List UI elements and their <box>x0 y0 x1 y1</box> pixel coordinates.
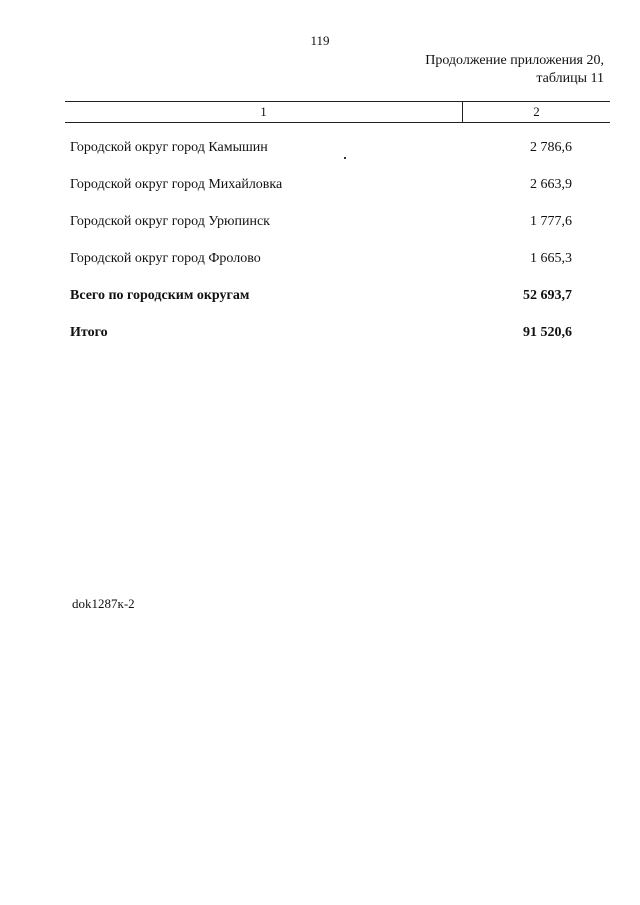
continuation-note <box>425 52 604 88</box>
row-name: Городской округ город Камышин <box>70 140 268 155</box>
table-row <box>65 248 610 285</box>
continuation-line-1: Продолжение приложения 20, <box>425 53 604 68</box>
total-row <box>65 322 610 359</box>
row-value: 1 777,6 <box>530 214 572 229</box>
table-body <box>65 137 610 359</box>
continuation-line-2: таблицы 11 <box>536 71 604 86</box>
row-name: Городской округ город Урюпинск <box>70 214 270 229</box>
total-label: Итого <box>70 325 108 340</box>
column-header-2: 2 <box>533 104 540 119</box>
table-row <box>65 174 610 211</box>
row-name: Городской округ город Михайловка <box>70 177 283 192</box>
row-name: Городской округ город Фролово <box>70 251 261 266</box>
subtotal-value: 52 693,7 <box>523 288 572 303</box>
table-row <box>65 137 610 174</box>
row-value: 1 665,3 <box>530 251 572 266</box>
subtotal-label: Всего по городским округам <box>70 288 250 303</box>
row-value: 2 663,9 <box>530 177 572 192</box>
table-row <box>65 211 610 248</box>
data-table <box>65 101 610 359</box>
subtotal-row <box>65 285 610 322</box>
total-value: 91 520,6 <box>523 325 572 340</box>
document-code: dok1287к-2 <box>72 596 135 611</box>
scan-speck <box>344 157 346 159</box>
row-value: 2 786,6 <box>530 140 572 155</box>
page-number: 119 <box>310 33 330 48</box>
table-header <box>65 101 610 123</box>
column-header-1: 1 <box>65 102 463 122</box>
